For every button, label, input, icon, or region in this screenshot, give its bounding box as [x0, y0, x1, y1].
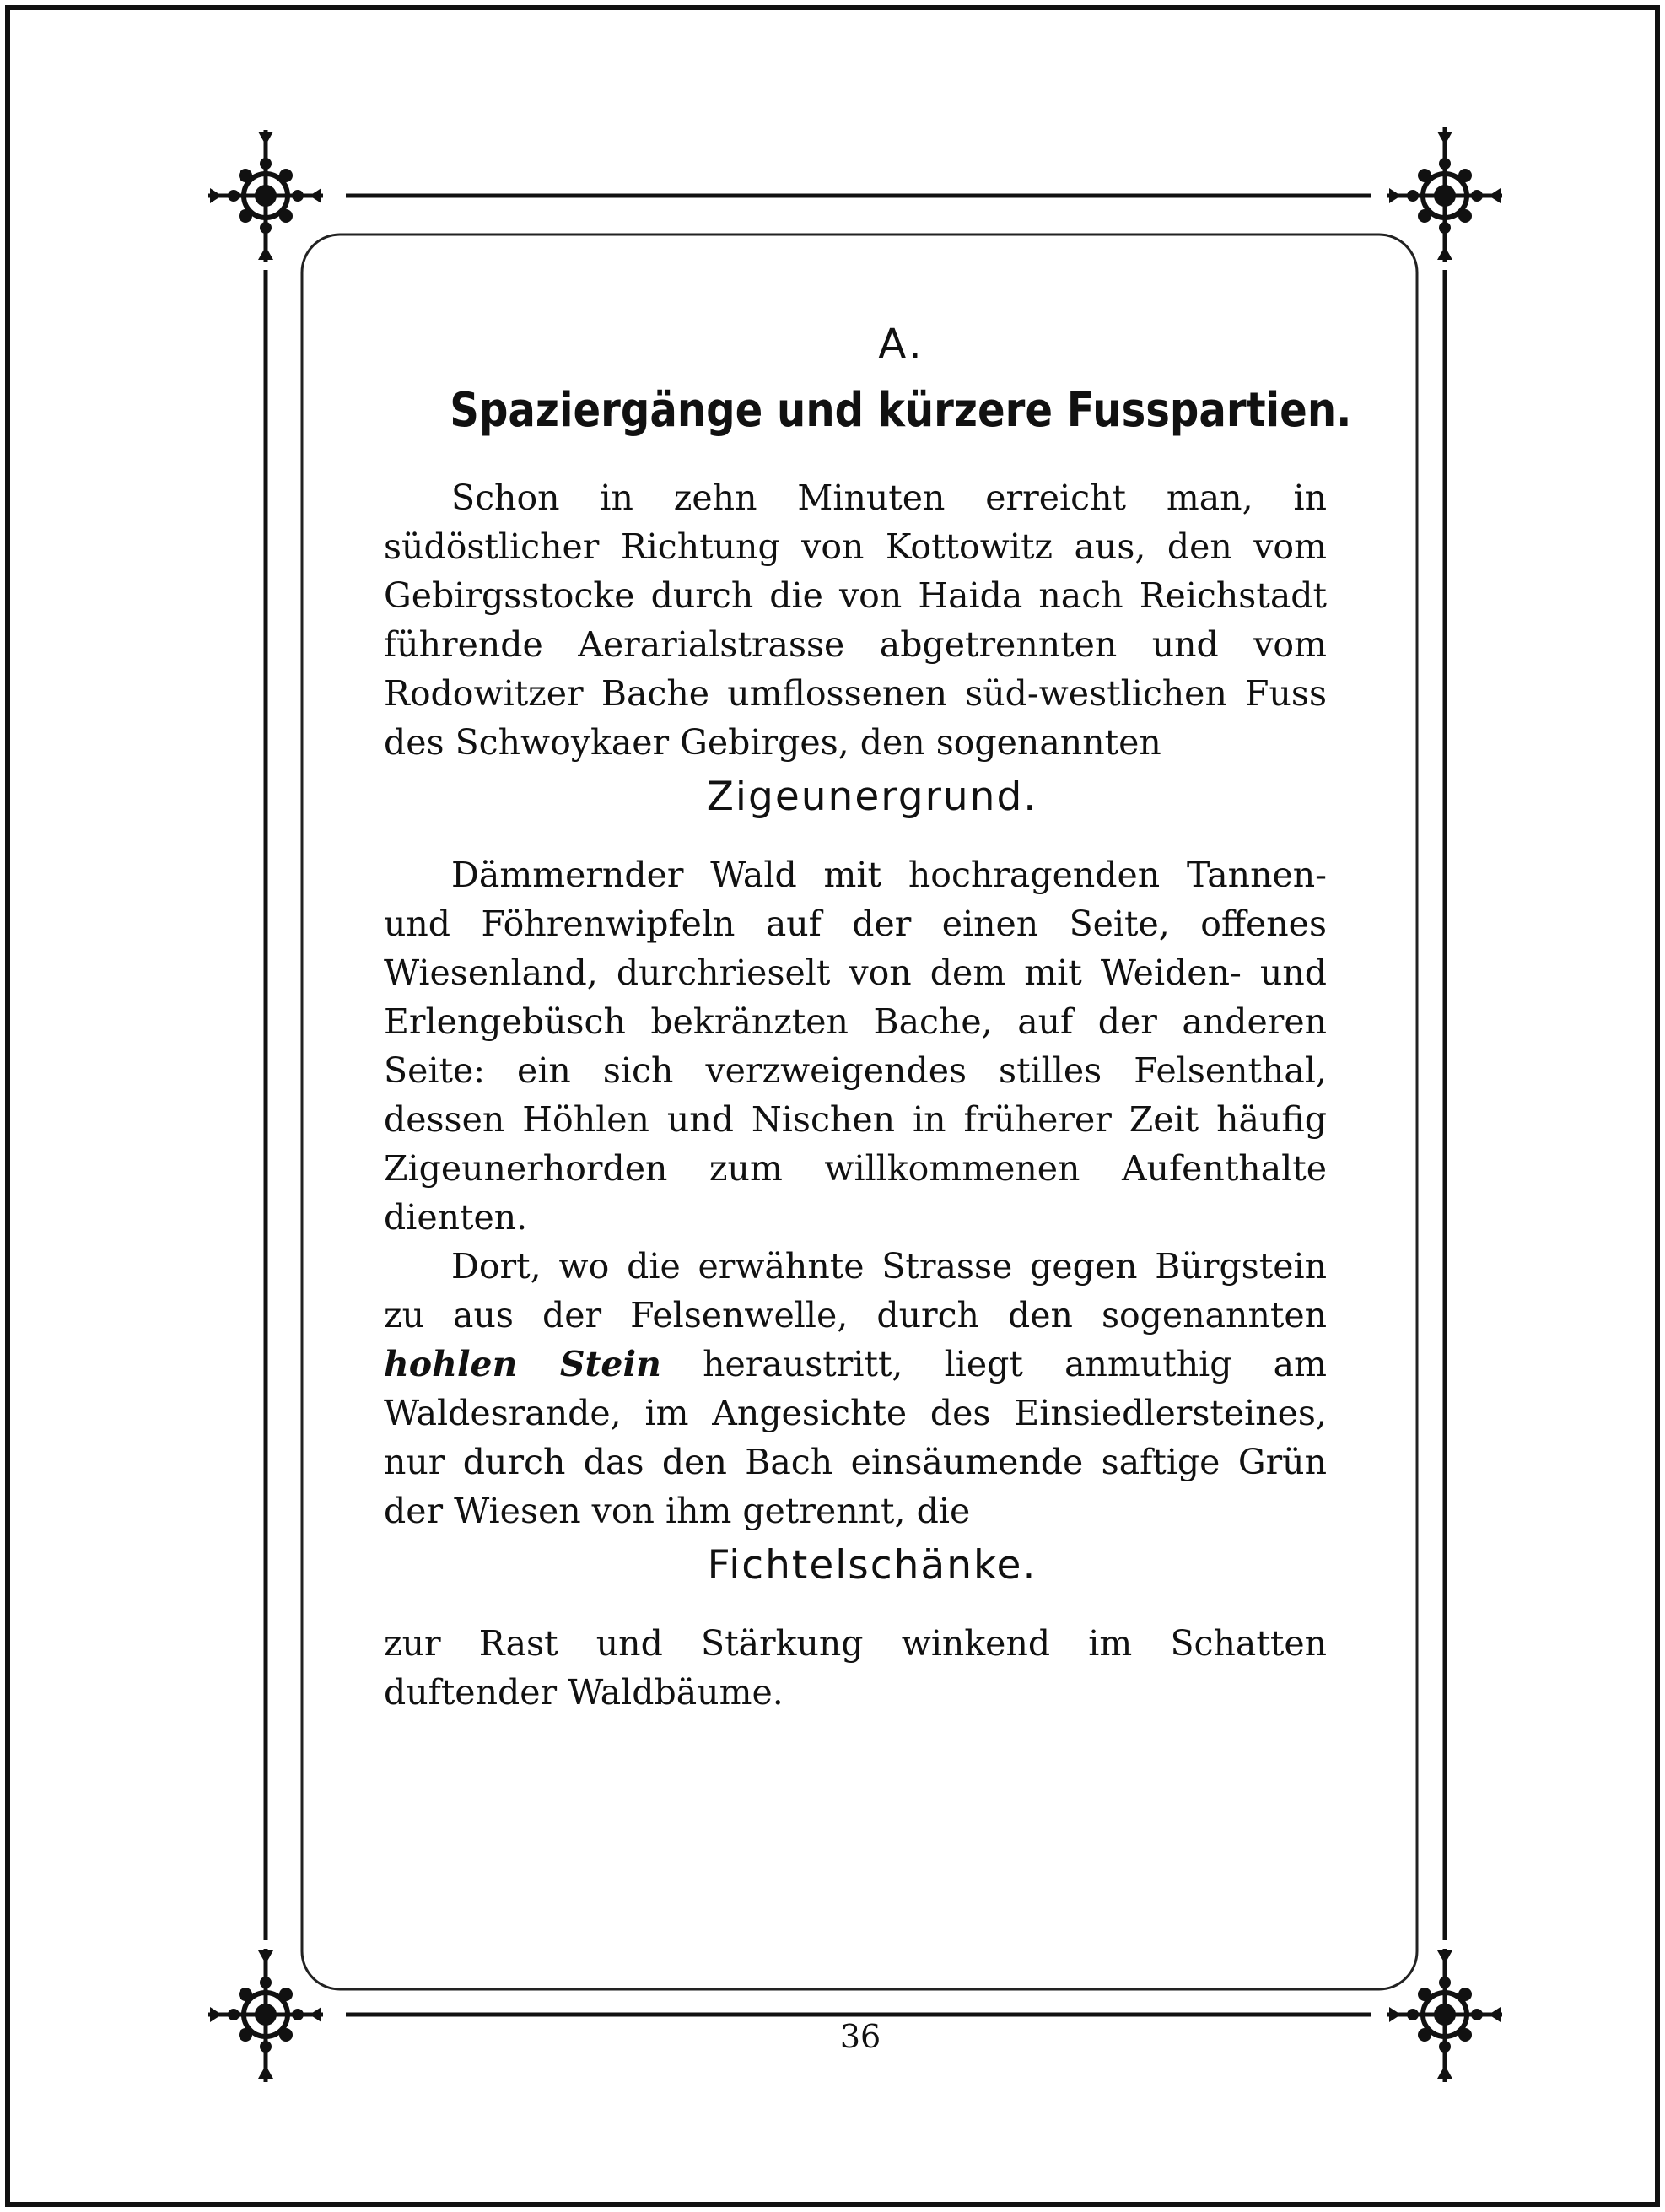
paragraph-3-before: Dort, wo die erwähnte Strasse gegen Bürgstein zu aus der Felsenwelle, durch den sogenannten	[384, 1246, 1327, 1335]
section-letter: A.	[878, 321, 925, 368]
paragraph-4: zur Rast und Stärkung winkend im Schatten duftender Waldbäume.	[384, 1623, 1327, 1713]
page-number: 36	[839, 2018, 881, 2055]
place-name-fichtelschaenke: Fichtelschänke.	[707, 1542, 1037, 1589]
paragraph-2: Dämmernder Wald mit hochragenden Tannen- und Föhrenwipfeln auf der einen Seite, offenes Wiesenland, durchrieselt von dem mit Weiden- und Erlengebüsch bekränzten Bache, auf der anderen Seite: ein sich verzweigendes stilles Felsenthal, dessen Höhlen und Nischen in früherer Zeit häufig Zigeunerhorden zum willkommenen Aufenthalte dienten.	[384, 855, 1327, 1238]
page-content	[384, 321, 1352, 1717]
emphasized-place-hohlen-stein: hohlen Stein	[384, 1344, 661, 1384]
paragraph-1: Schon in zehn Minuten erreicht man, in südöstlicher Richtung von Kottowitz aus, den vom Gebirgsstocke durch die von Haida nach Reichstadt führende Aerarialstrasse abgetrennten und vom Rodowitzer Bache umflossenen süd-westlichen Fuss des Schwoykaer Gebirges, den sogenannten	[384, 477, 1327, 763]
paragraph-3	[384, 1242, 1327, 1535]
paragraph-3-after: heraustritt, liegt anmuthig am Waldesrande, im Angesichte des Einsiedlersteines, nur durch das den Bach einsäumende saftige Grün der Wiesen von ihm getrennt, die	[384, 1344, 1327, 1531]
place-name-zigeunergrund: Zigeunergrund.	[706, 774, 1038, 820]
section-title: Spaziergänge und kürzere Fusspartien.	[450, 383, 1352, 438]
